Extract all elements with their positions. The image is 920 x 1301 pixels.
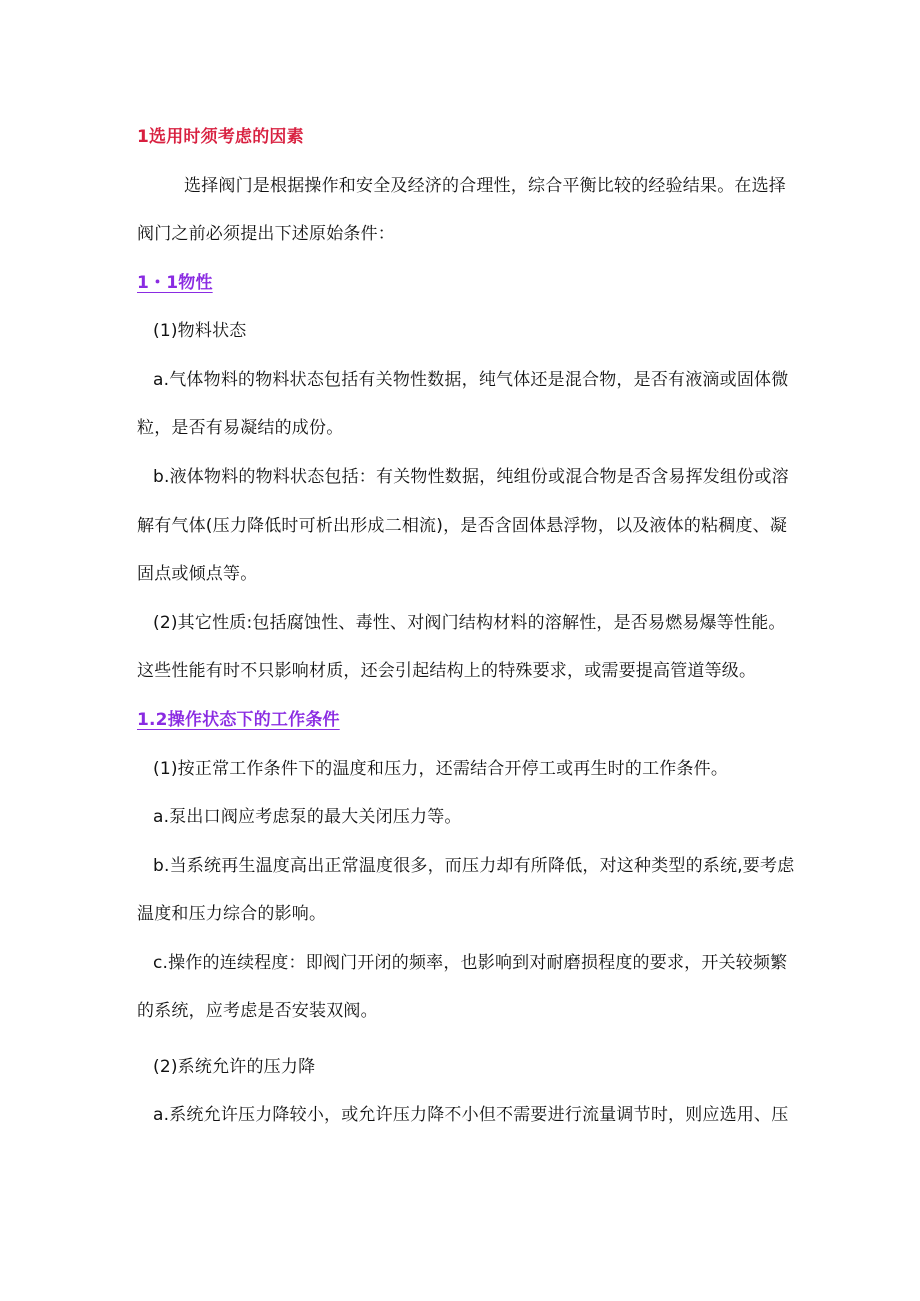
paragraph-line: a.气体物料的物料状态包括有关物性数据，纯气体还是混合物，是否有液滴或固体微	[153, 370, 789, 390]
paragraph-line: 粒，是否有易凝结的成份。	[137, 418, 344, 438]
intro-paragraph-line: 选择阀门是根据操作和安全及经济的合理性，综合平衡比较的经验结果。在选择	[184, 176, 786, 196]
section-heading-1-1: 1・1物性	[137, 273, 213, 293]
paragraph-line: c.操作的连续程度：即阀门开闭的频率，也影响到对耐磨损程度的要求，开关较频繁	[153, 953, 788, 973]
paragraph-line: b.当系统再生温度高出正常温度很多，而压力却有所降低，对这种类型的系统,要考虑	[153, 856, 795, 876]
paragraph-line: 的系统，应考虑是否安装双阀。	[137, 1001, 378, 1021]
item-title: (2)系统允许的压力降	[153, 1057, 316, 1077]
paragraph-line: 这些性能有时不只影响材质，还会引起结构上的特殊要求，或需要提高管道等级。	[137, 661, 757, 681]
paragraph-line: a.系统允许压力降较小，或允许压力降不小但不需要进行流量调节时，则应选用、压	[153, 1105, 789, 1125]
paragraph-line: 固点或倾点等。	[137, 564, 258, 584]
paragraph-line: (2)其它性质:包括腐蚀性、毒性、对阀门结构材料的溶解性，是否易燃易爆等性能。	[153, 613, 786, 633]
paragraph-line: a.泵出口阀应考虑泵的最大关闭压力等。	[153, 807, 462, 827]
intro-paragraph-line: 阀门之前必须提出下述原始条件：	[137, 224, 395, 244]
section-heading-1-2: 1.2操作状态下的工作条件	[137, 710, 340, 730]
paragraph-line: b.液体物料的物料状态包括：有关物性数据，纯组份或混合物是否含易挥发组份或溶	[153, 467, 789, 487]
item-title: (1)按正常工作条件下的温度和压力，还需结合开停工或再生时的工作条件。	[153, 759, 729, 779]
item-title: (1)物料状态	[153, 321, 247, 341]
paragraph-line: 解有气体(压力降低时可析出形成二相流)，是否含固体悬浮物，以及液体的粘稠度、凝	[137, 516, 788, 536]
paragraph-line: 温度和压力综合的影响。	[137, 904, 327, 924]
heading-1: 1选用时须考虑的因素	[137, 127, 304, 147]
